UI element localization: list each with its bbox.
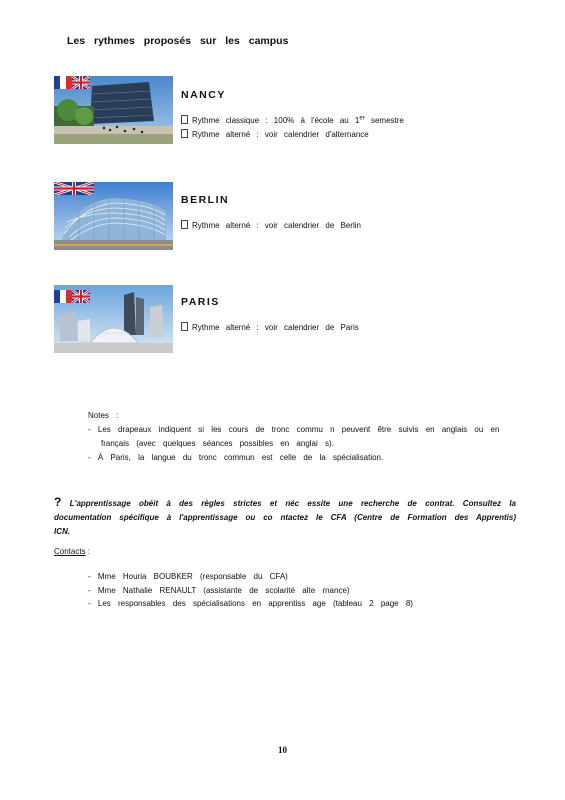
campus-item: Rythme classique : 100% à l'école au 1er semestre: [181, 115, 404, 125]
flags-nancy: [54, 76, 90, 94]
checkbox-glyph-icon: [181, 220, 188, 229]
checkbox-glyph-icon: [181, 115, 188, 124]
note-line: - Les drapeaux indiquent si les cours de tronc commu n peuvent être suivis en anglais ou en: [88, 425, 500, 434]
note-line: - À Paris, la langue du tronc commun est celle de la spécialisation.: [88, 453, 384, 462]
campus-item: Rythme alterné : voir calendrier de Berlin: [181, 220, 361, 230]
campus-item: Rythme alterné : voir calendrier d'alternance: [181, 129, 369, 139]
notes-block: [88, 409, 499, 465]
contacts-list: [88, 570, 413, 611]
apprentissage-note: [54, 495, 516, 539]
contact-item: - Les responsables des spécialisations en apprentiss age (tableau 2 page 8): [88, 599, 413, 608]
uk-flag-icon: [72, 76, 90, 89]
page-number: 10: [278, 745, 287, 755]
apprentissage-text: L'apprentissage obéit à des règles strictes et néc essite une recherche de contrat. Consultez la documentation spécifique à l'apprentissage ou co ntactez le CFA (Centre de Formation des Apprentis) ICN.: [54, 499, 516, 536]
contacts-heading: Contacts :: [54, 547, 91, 556]
page-title: Les rythmes proposés sur les campus: [67, 35, 289, 47]
uk-flag-icon: [54, 182, 94, 195]
contact-item: - Mme Nathalie RENAULT (assistante de scolarité alte rnance): [88, 585, 350, 595]
campus-name-berlin: BERLIN: [181, 194, 230, 206]
flags-paris: [54, 290, 90, 308]
notes-label: Notes :: [88, 411, 119, 420]
campus-name-nancy: NANCY: [181, 89, 226, 101]
uk-flag-icon: [72, 290, 90, 303]
campus-item: Rythme alterné : voir calendrier de Paris: [181, 322, 359, 332]
checkbox-glyph-icon: [181, 129, 188, 138]
checkbox-glyph-icon: [181, 322, 188, 331]
fr-flag-icon: [54, 76, 72, 89]
fr-flag-icon: [54, 290, 72, 303]
contact-item: - Mme Houria BOUBKER (responsable du CFA): [88, 572, 288, 581]
campus-name-paris: PARIS: [181, 296, 220, 308]
note-line: français (avec quelques séances possibles en anglai s).: [101, 439, 334, 448]
info-question-icon: ?: [54, 495, 62, 509]
flags-berlin: [54, 182, 94, 200]
